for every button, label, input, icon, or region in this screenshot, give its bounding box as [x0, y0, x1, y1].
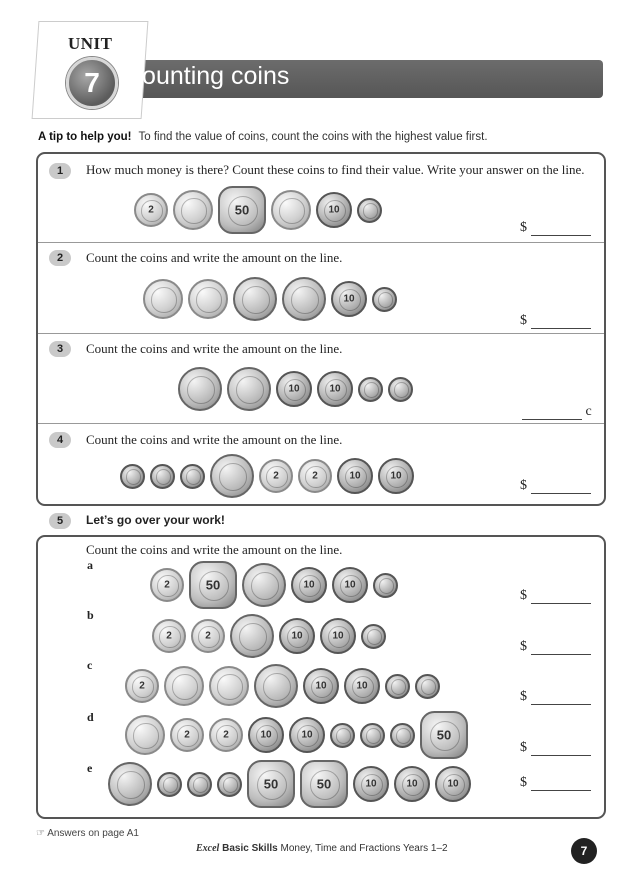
coin-5 — [157, 772, 182, 797]
coin-10: 10 — [320, 618, 356, 654]
coin-2: 2 — [191, 619, 225, 653]
review-instruction: Count the coins and write the amount on the line. — [86, 542, 343, 557]
divider — [38, 423, 604, 424]
coin-5 — [361, 624, 386, 649]
answer-field[interactable] — [520, 478, 591, 494]
coin-20 — [254, 664, 298, 708]
answer-line[interactable] — [522, 419, 582, 420]
coin-1 — [143, 279, 183, 319]
coin-2: 2 — [150, 568, 184, 602]
page-number: 7 — [571, 838, 597, 864]
answer-field[interactable] — [522, 404, 592, 420]
unit-number-badge: 7 — [66, 57, 118, 109]
coin-10: 10 — [337, 458, 373, 494]
answer-line[interactable] — [531, 493, 591, 494]
question-text: Count the coins and write the amount on the line. — [86, 341, 343, 356]
answer-line[interactable] — [531, 235, 591, 236]
coin-10: 10 — [279, 618, 315, 654]
answer-line[interactable] — [531, 755, 591, 756]
coin-50: 50 — [420, 711, 468, 759]
coin-5 — [372, 287, 397, 312]
coin-2: 2 — [152, 619, 186, 653]
coin-5 — [120, 464, 145, 489]
coin-1 — [173, 190, 213, 230]
coin-1 — [209, 666, 249, 706]
coin-5 — [150, 464, 175, 489]
answer-field[interactable] — [520, 639, 591, 655]
coin-50: 50 — [247, 760, 295, 808]
coin-10: 10 — [344, 668, 380, 704]
row-letter: a — [87, 558, 93, 572]
coin-10: 10 — [394, 766, 430, 802]
row-letter: c — [87, 658, 93, 672]
coin-10: 10 — [276, 371, 312, 407]
dollar-sign: $ — [520, 775, 527, 790]
coin-20 — [210, 454, 254, 498]
coin-1 — [188, 279, 228, 319]
divider — [38, 242, 604, 243]
coin-20 — [233, 277, 277, 321]
coin-5 — [187, 772, 212, 797]
answer-line[interactable] — [531, 654, 591, 655]
coin-5 — [373, 573, 398, 598]
unit-label: UNIT — [68, 34, 113, 53]
coin-5 — [415, 674, 440, 699]
coin-10: 10 — [378, 458, 414, 494]
dollar-sign: $ — [520, 220, 527, 235]
coin-10: 10 — [353, 766, 389, 802]
dollar-sign: $ — [520, 588, 527, 603]
question-number: 4 — [49, 432, 71, 448]
coin-20 — [108, 762, 152, 806]
answer-field[interactable] — [520, 775, 591, 791]
coin-10: 10 — [331, 281, 367, 317]
cents-sign: c — [585, 404, 592, 419]
answers-note-text: Answers on page A1 — [47, 828, 139, 839]
question-number: 2 — [49, 250, 71, 266]
answers-note — [36, 828, 139, 839]
coin-5 — [180, 464, 205, 489]
tip-label: A tip to help you! — [38, 131, 132, 143]
coin-5 — [390, 723, 415, 748]
coin-20 — [227, 367, 271, 411]
coin-10: 10 — [289, 717, 325, 753]
coin-50: 50 — [300, 760, 348, 808]
coin-50: 50 — [218, 186, 266, 234]
coin-5 — [385, 674, 410, 699]
question-text: How much money is there? Count these coins to find their value. Write your answer on the line. — [86, 162, 585, 177]
coin-10: 10 — [248, 717, 284, 753]
coin-20 — [230, 614, 274, 658]
page-title: Counting coins — [124, 62, 290, 90]
dollar-sign: $ — [520, 689, 527, 704]
coin-20 — [282, 277, 326, 321]
row-letter: d — [87, 710, 94, 724]
coin-20 — [242, 563, 286, 607]
question-number: 3 — [49, 341, 71, 357]
pointing-hand-icon: ☞ — [36, 828, 45, 839]
coin-1 — [271, 190, 311, 230]
coin-2: 2 — [209, 718, 243, 752]
answer-line[interactable] — [531, 328, 591, 329]
coin-5 — [388, 377, 413, 402]
question-number: 5 — [49, 513, 71, 529]
coin-5 — [357, 198, 382, 223]
coin-10: 10 — [332, 567, 368, 603]
coin-2: 2 — [125, 669, 159, 703]
book-series: Basic Skills — [222, 843, 278, 854]
dollar-sign: $ — [520, 740, 527, 755]
coin-10: 10 — [316, 192, 352, 228]
question-text: Count the coins and write the amount on the line. — [86, 250, 343, 265]
tip-text: To find the value of coins, count the coins with the highest value first. — [138, 131, 488, 143]
coin-5 — [217, 772, 242, 797]
coin-10: 10 — [303, 668, 339, 704]
answer-line[interactable] — [531, 704, 591, 705]
answer-field[interactable] — [520, 740, 591, 756]
answer-field[interactable] — [520, 689, 591, 705]
row-letter: b — [87, 608, 94, 622]
coin-5 — [360, 723, 385, 748]
coin-50: 50 — [189, 561, 237, 609]
coin-2: 2 — [170, 718, 204, 752]
row-letter: e — [87, 761, 93, 775]
answer-field[interactable] — [520, 588, 591, 604]
coin-2: 2 — [134, 193, 168, 227]
coin-2: 2 — [259, 459, 293, 493]
coin-20 — [178, 367, 222, 411]
coin-10: 10 — [317, 371, 353, 407]
coin-10: 10 — [291, 567, 327, 603]
review-heading: Let’s go over your work! — [86, 513, 225, 527]
divider — [38, 333, 604, 334]
tip — [38, 131, 488, 143]
book-title — [196, 843, 448, 854]
question-text: Count the coins and write the amount on the line. — [86, 432, 343, 447]
coin-1 — [164, 666, 204, 706]
answer-line[interactable] — [531, 790, 591, 791]
dollar-sign: $ — [520, 478, 527, 493]
answer-field[interactable] — [520, 220, 591, 236]
book-title-text: Money, Time and Fractions Years 1–2 — [280, 843, 448, 854]
book-brand: Excel — [196, 843, 220, 854]
question-number: 1 — [49, 163, 71, 179]
coin-1 — [125, 715, 165, 755]
answer-line[interactable] — [531, 603, 591, 604]
answer-field[interactable] — [520, 313, 591, 329]
coin-10: 10 — [435, 766, 471, 802]
coin-5 — [330, 723, 355, 748]
coin-5 — [358, 377, 383, 402]
dollar-sign: $ — [520, 639, 527, 654]
coin-2: 2 — [298, 459, 332, 493]
dollar-sign: $ — [520, 313, 527, 328]
